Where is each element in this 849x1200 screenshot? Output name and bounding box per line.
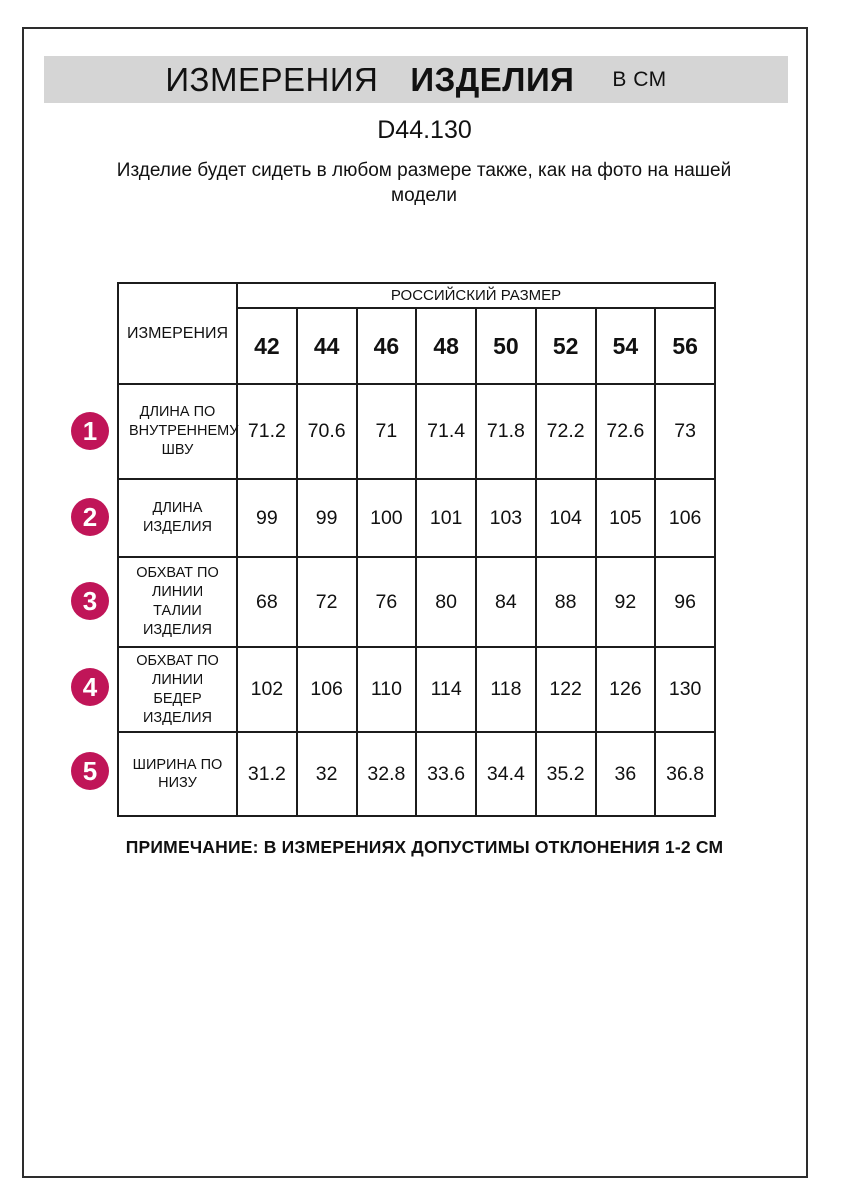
row-label: ШИРИНА ПО НИЗУ <box>118 732 237 816</box>
model-code: D44.130 <box>377 116 472 144</box>
measurement-value: 88 <box>536 557 596 647</box>
measurement-value: 76 <box>357 557 417 647</box>
measurement-value: 101 <box>416 479 476 557</box>
row-number-badge: 4 <box>71 668 109 706</box>
measurement-value: 68 <box>237 557 297 647</box>
measurement-value: 31.2 <box>237 732 297 816</box>
measurement-value: 71.4 <box>416 384 476 479</box>
measurement-value: 71.8 <box>476 384 536 479</box>
measurement-value: 96 <box>655 557 715 647</box>
measurement-value: 72.2 <box>536 384 596 479</box>
row-label: ДЛИНА ПО ВНУТРЕННЕМУ ШВУ <box>118 384 237 479</box>
measurement-value: 32.8 <box>357 732 417 816</box>
measurement-value: 106 <box>297 647 357 732</box>
title-unit-text: В СМ <box>612 67 667 91</box>
measurement-value: 80 <box>416 557 476 647</box>
measurement-value: 99 <box>237 479 297 557</box>
size-column-header: 46 <box>357 308 417 384</box>
row-number-badge: 1 <box>71 412 109 450</box>
row-number-badge: 5 <box>71 752 109 790</box>
russian-size-header: РОССИЙСКИЙ РАЗМЕР <box>237 283 715 308</box>
measurement-value: 70.6 <box>297 384 357 479</box>
measurement-row-hips <box>118 647 715 732</box>
size-column-header: 54 <box>596 308 656 384</box>
measurement-value: 114 <box>416 647 476 732</box>
measurement-value: 33.6 <box>416 732 476 816</box>
measurement-value: 36.8 <box>655 732 715 816</box>
measurement-value: 92 <box>596 557 656 647</box>
size-column-header: 48 <box>416 308 476 384</box>
size-column-header: 42 <box>237 308 297 384</box>
measurements-table <box>117 282 716 817</box>
measurement-value: 102 <box>237 647 297 732</box>
measurement-value: 35.2 <box>536 732 596 816</box>
measurement-value: 71 <box>357 384 417 479</box>
measurement-value: 105 <box>596 479 656 557</box>
measurement-value: 103 <box>476 479 536 557</box>
measurement-value: 126 <box>596 647 656 732</box>
title-banner <box>44 56 788 103</box>
table-header-row <box>118 283 715 308</box>
measurement-value: 34.4 <box>476 732 536 816</box>
row-number-badge: 2 <box>71 498 109 536</box>
measurement-value: 118 <box>476 647 536 732</box>
measurement-value: 110 <box>357 647 417 732</box>
measurement-value: 99 <box>297 479 357 557</box>
measurement-value: 106 <box>655 479 715 557</box>
measurement-value: 104 <box>536 479 596 557</box>
measurement-value: 100 <box>357 479 417 557</box>
measurement-value: 130 <box>655 647 715 732</box>
measure-column-header: ИЗМЕРЕНИЯ <box>118 283 237 384</box>
title-measurements-text: ИЗМЕРЕНИЯ <box>165 60 379 98</box>
measurement-row-bottom-width <box>118 732 715 816</box>
measurement-row-waist <box>118 557 715 647</box>
measurement-row-length <box>118 479 715 557</box>
fit-subtitle: Изделие будет сидеть в любом размере также, как на фото на нашей модели <box>116 160 732 207</box>
measurement-value: 84 <box>476 557 536 647</box>
measurement-row-inseam <box>118 384 715 479</box>
row-number-badge: 3 <box>71 582 109 620</box>
size-column-header: 44 <box>297 308 357 384</box>
row-label: ОБХВАТ ПО ЛИНИИ БЕДЕР ИЗДЕЛИЯ <box>118 647 237 732</box>
title-product-text: ИЗДЕЛИЯ <box>410 60 575 98</box>
size-column-header: 50 <box>476 308 536 384</box>
measurement-value: 32 <box>297 732 357 816</box>
size-column-header: 52 <box>536 308 596 384</box>
measurement-value: 72.6 <box>596 384 656 479</box>
measurement-value: 72 <box>297 557 357 647</box>
measurement-value: 122 <box>536 647 596 732</box>
measurement-value: 71.2 <box>237 384 297 479</box>
measurement-value: 36 <box>596 732 656 816</box>
size-column-header: 56 <box>655 308 715 384</box>
tolerance-note: ПРИМЕЧАНИЕ: В ИЗМЕРЕНИЯХ ДОПУСТИМЫ ОТКЛОНЕНИЯ 1-2 СМ <box>125 837 724 857</box>
row-label: ОБХВАТ ПО ЛИНИИ ТАЛИИ ИЗДЕЛИЯ <box>118 557 237 647</box>
row-label: ДЛИНА ИЗДЕЛИЯ <box>118 479 237 557</box>
measurement-value: 73 <box>655 384 715 479</box>
